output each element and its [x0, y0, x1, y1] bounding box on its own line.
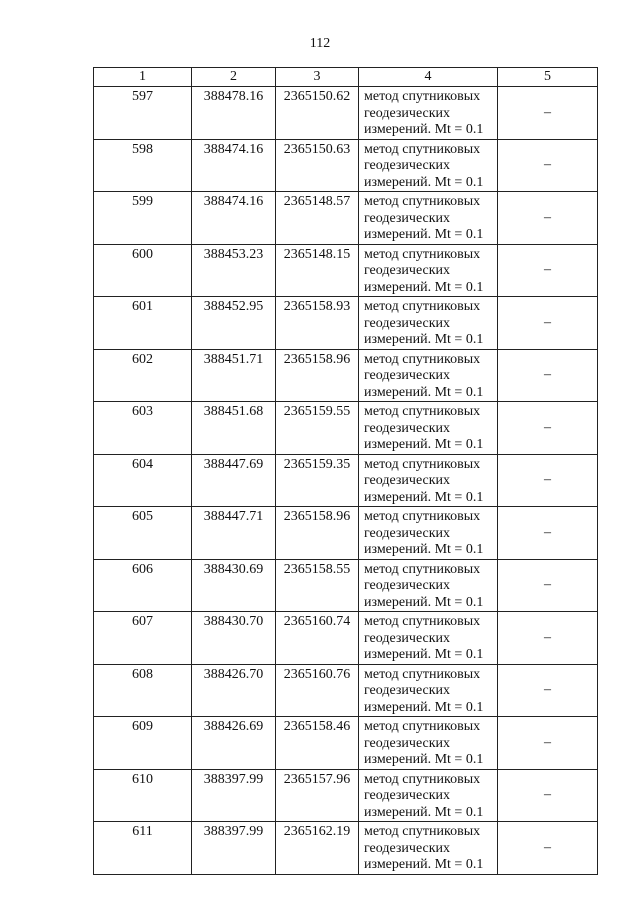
x-coordinate-cell: 388474.16	[192, 192, 276, 245]
table-row	[94, 717, 598, 770]
note-cell: –	[498, 192, 598, 245]
point-number-cell: 604	[94, 454, 192, 507]
x-coordinate-cell: 388447.69	[192, 454, 276, 507]
coordinates-table	[93, 67, 598, 875]
point-number-cell: 606	[94, 559, 192, 612]
note-cell: –	[498, 139, 598, 192]
y-coordinate-cell: 2365148.15	[276, 244, 359, 297]
y-coordinate-cell: 2365150.63	[276, 139, 359, 192]
y-coordinate-cell: 2365159.55	[276, 402, 359, 455]
point-number-cell: 602	[94, 349, 192, 402]
y-coordinate-cell: 2365148.57	[276, 192, 359, 245]
table-header-row	[94, 68, 598, 87]
method-cell: метод спутниковых геодезических измерений. Mt = 0.1	[359, 192, 498, 245]
table-row	[94, 192, 598, 245]
x-coordinate-cell: 388451.71	[192, 349, 276, 402]
table-row	[94, 507, 598, 560]
point-number-cell: 599	[94, 192, 192, 245]
x-coordinate-cell: 388447.71	[192, 507, 276, 560]
method-cell: метод спутниковых геодезических измерений. Mt = 0.1	[359, 454, 498, 507]
column-header-4: 4	[359, 68, 498, 87]
x-coordinate-cell: 388478.16	[192, 87, 276, 140]
note-cell: –	[498, 349, 598, 402]
y-coordinate-cell: 2365158.46	[276, 717, 359, 770]
point-number-cell: 601	[94, 297, 192, 350]
y-coordinate-cell: 2365162.19	[276, 822, 359, 875]
table-row	[94, 87, 598, 140]
point-number-cell: 611	[94, 822, 192, 875]
table-row	[94, 244, 598, 297]
point-number-cell: 598	[94, 139, 192, 192]
column-header-2: 2	[192, 68, 276, 87]
point-number-cell: 610	[94, 769, 192, 822]
y-coordinate-cell: 2365158.93	[276, 297, 359, 350]
point-number-cell: 600	[94, 244, 192, 297]
method-cell: метод спутниковых геодезических измерений. Mt = 0.1	[359, 139, 498, 192]
table-row	[94, 822, 598, 875]
note-cell: –	[498, 769, 598, 822]
column-header-5: 5	[498, 68, 598, 87]
note-cell: –	[498, 244, 598, 297]
table-row	[94, 769, 598, 822]
point-number-cell: 605	[94, 507, 192, 560]
method-cell: метод спутниковых геодезических измерений. Mt = 0.1	[359, 349, 498, 402]
column-header-3: 3	[276, 68, 359, 87]
x-coordinate-cell: 388430.70	[192, 612, 276, 665]
x-coordinate-cell: 388426.70	[192, 664, 276, 717]
note-cell: –	[498, 454, 598, 507]
method-cell: метод спутниковых геодезических измерений. Mt = 0.1	[359, 244, 498, 297]
x-coordinate-cell: 388453.23	[192, 244, 276, 297]
table-row	[94, 139, 598, 192]
table-row	[94, 612, 598, 665]
table-row	[94, 454, 598, 507]
table-body	[94, 87, 598, 875]
method-cell: метод спутниковых геодезических измерений. Mt = 0.1	[359, 822, 498, 875]
y-coordinate-cell: 2365150.62	[276, 87, 359, 140]
x-coordinate-cell: 388452.95	[192, 297, 276, 350]
y-coordinate-cell: 2365158.96	[276, 507, 359, 560]
note-cell: –	[498, 297, 598, 350]
table-row	[94, 559, 598, 612]
note-cell: –	[498, 664, 598, 717]
x-coordinate-cell: 388474.16	[192, 139, 276, 192]
method-cell: метод спутниковых геодезических измерений. Mt = 0.1	[359, 559, 498, 612]
y-coordinate-cell: 2365159.35	[276, 454, 359, 507]
method-cell: метод спутниковых геодезических измерений. Mt = 0.1	[359, 717, 498, 770]
method-cell: метод спутниковых геодезических измерений. Mt = 0.1	[359, 769, 498, 822]
note-cell: –	[498, 822, 598, 875]
y-coordinate-cell: 2365158.96	[276, 349, 359, 402]
x-coordinate-cell: 388451.68	[192, 402, 276, 455]
method-cell: метод спутниковых геодезических измерений. Mt = 0.1	[359, 612, 498, 665]
x-coordinate-cell: 388397.99	[192, 769, 276, 822]
method-cell: метод спутниковых геодезических измерений. Mt = 0.1	[359, 664, 498, 717]
point-number-cell: 607	[94, 612, 192, 665]
note-cell: –	[498, 612, 598, 665]
table-row	[94, 297, 598, 350]
table-row	[94, 402, 598, 455]
table-row	[94, 664, 598, 717]
note-cell: –	[498, 87, 598, 140]
method-cell: метод спутниковых геодезических измерений. Mt = 0.1	[359, 507, 498, 560]
point-number-cell: 603	[94, 402, 192, 455]
point-number-cell: 608	[94, 664, 192, 717]
page-number: 112	[309, 36, 331, 51]
note-cell: –	[498, 402, 598, 455]
method-cell: метод спутниковых геодезических измерений. Mt = 0.1	[359, 402, 498, 455]
point-number-cell: 597	[94, 87, 192, 140]
x-coordinate-cell: 388430.69	[192, 559, 276, 612]
note-cell: –	[498, 507, 598, 560]
y-coordinate-cell: 2365158.55	[276, 559, 359, 612]
method-cell: метод спутниковых геодезических измерений. Mt = 0.1	[359, 87, 498, 140]
note-cell: –	[498, 559, 598, 612]
method-cell: метод спутниковых геодезических измерений. Mt = 0.1	[359, 297, 498, 350]
y-coordinate-cell: 2365157.96	[276, 769, 359, 822]
point-number-cell: 609	[94, 717, 192, 770]
column-header-1: 1	[94, 68, 192, 87]
y-coordinate-cell: 2365160.74	[276, 612, 359, 665]
x-coordinate-cell: 388397.99	[192, 822, 276, 875]
table-row	[94, 349, 598, 402]
note-cell: –	[498, 717, 598, 770]
y-coordinate-cell: 2365160.76	[276, 664, 359, 717]
x-coordinate-cell: 388426.69	[192, 717, 276, 770]
